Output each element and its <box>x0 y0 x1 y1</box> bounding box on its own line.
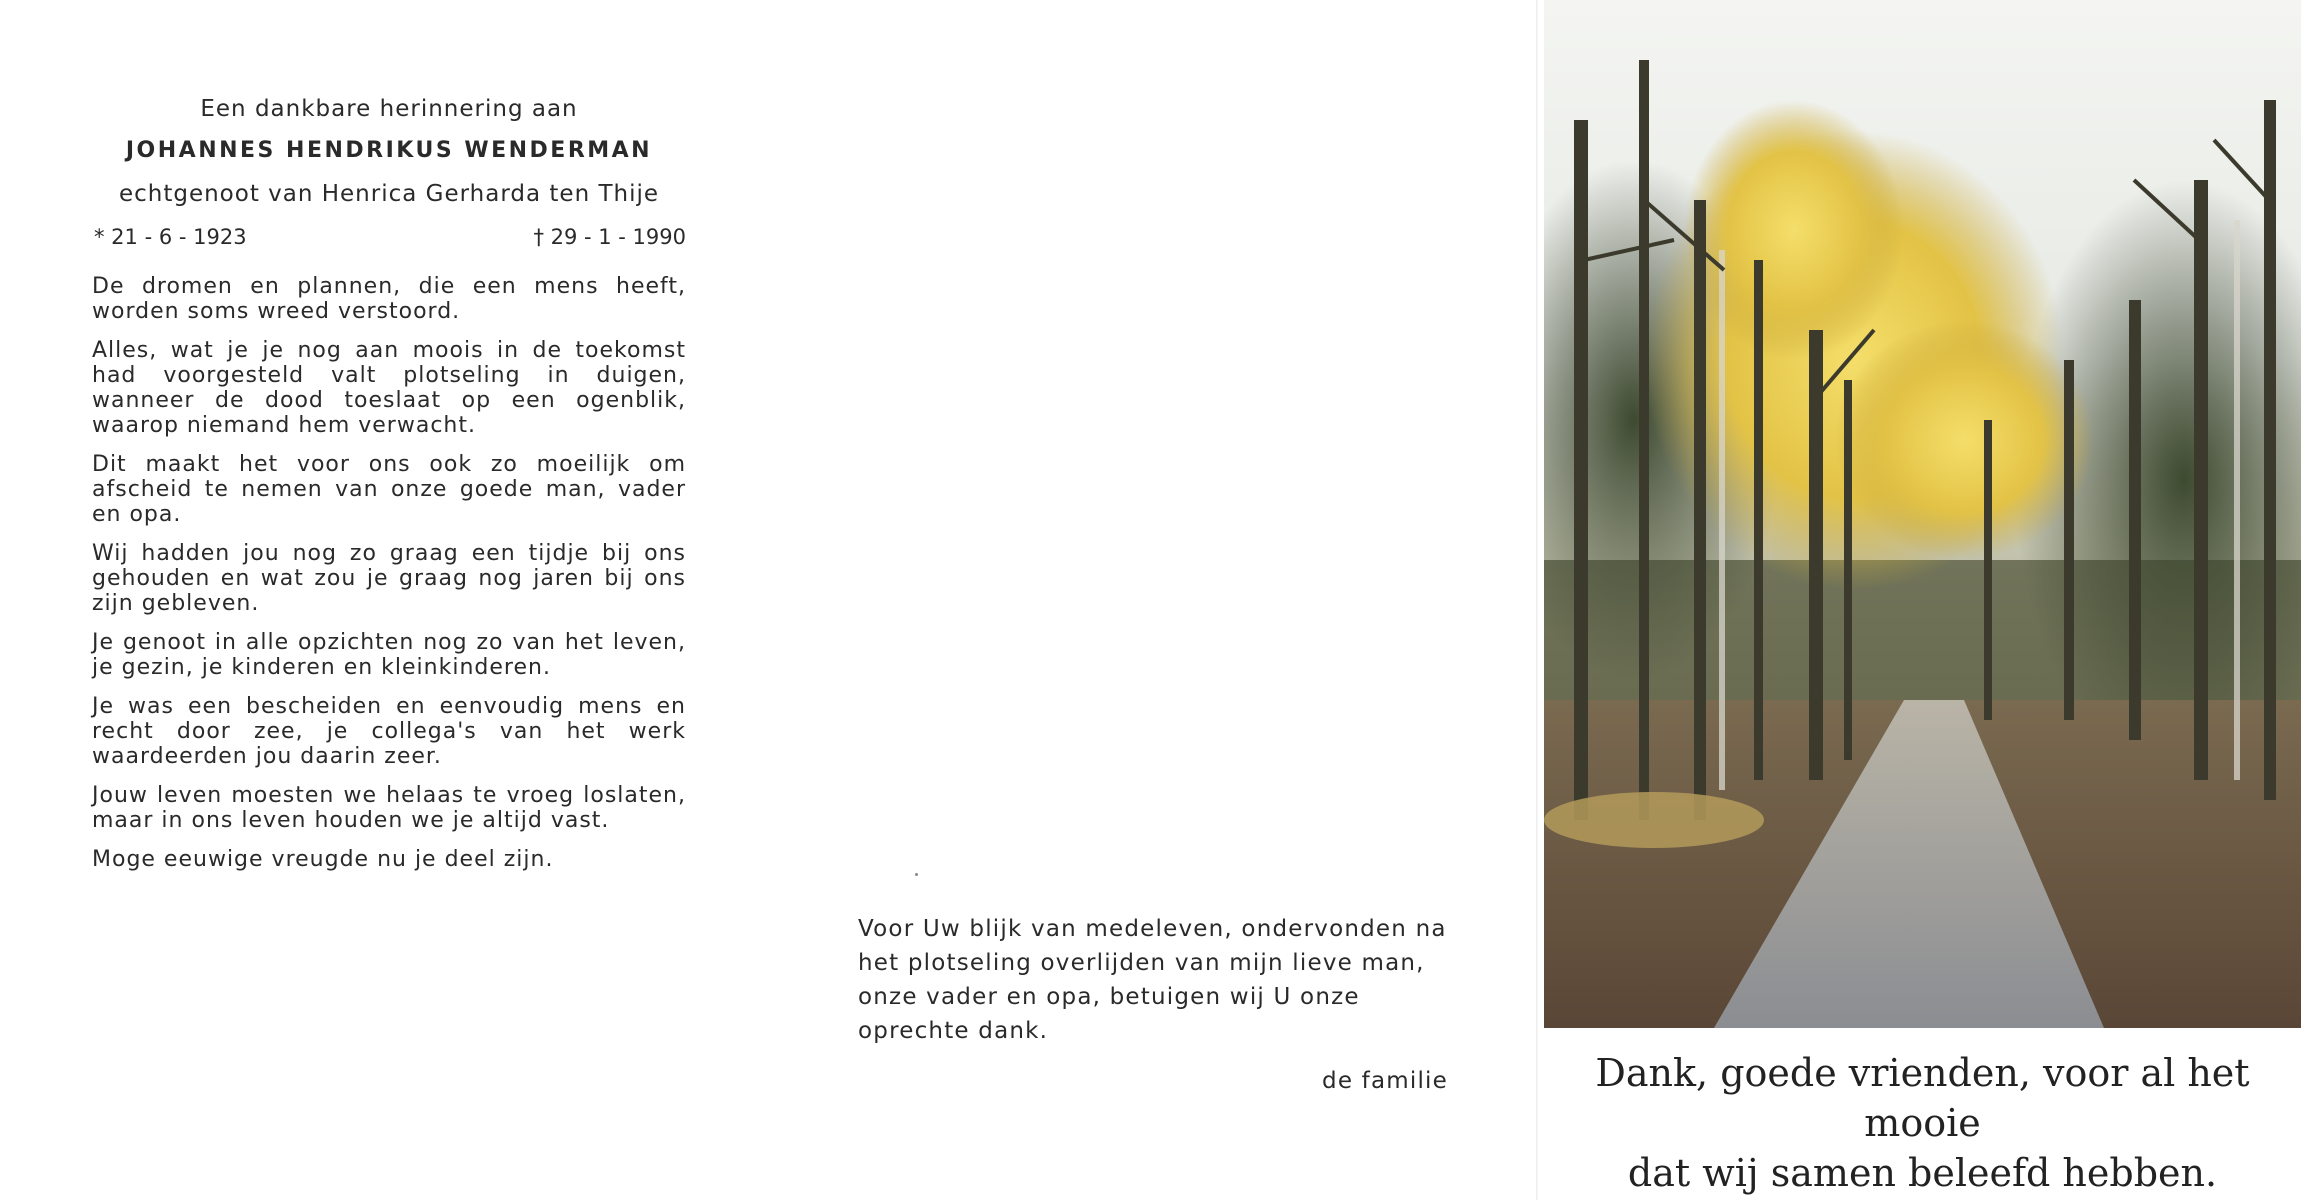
poem-paragraph: Dit maakt het voor ons ook zo moeilijk om afscheid te nemen van onze goede man, vader en opa. <box>92 452 686 527</box>
photo-caption <box>1544 1048 2301 1198</box>
poem-paragraph: Alles, wat je je nog aan moois in de toekomst had voorgesteld valt plotseling in duigen, wanneer de dood toeslaat op een ogenblik, waarop niemand hem verwacht. <box>92 338 686 438</box>
poem-paragraph: Wij hadden jou nog zo graag een tijdje bij ons gehouden en wat zou je graag nog jaren bij ons zijn gebleven. <box>92 541 686 616</box>
poem-paragraph: De dromen en plannen, die een mens heeft, worden soms wreed verstoord. <box>92 274 686 324</box>
poem-paragraph: Je genoot in alle opzichten nog zo van het leven, je gezin, je kinderen en kleinkinderen. <box>92 630 686 680</box>
birth-date: * 21 - 6 - 1923 <box>94 225 247 249</box>
caption-line: Dank, goede vrienden, voor al het mooie <box>1595 1051 2250 1145</box>
poem-paragraph: Moge eeuwige vreugde nu je deel zijn. <box>92 847 554 872</box>
spouse-line: echtgenoot van Henrica Gerharda ten Thije <box>118 181 660 207</box>
thanks-text: Voor Uw blijk van medeleven, ondervonden na het plotseling overlijden van mijn lieve man, onze vader en opa, betuigen wij U onze oprechte dank. <box>858 916 1447 1044</box>
caption-line: dat wij samen beleefd hebben. <box>1627 1151 2218 1195</box>
poem-paragraph: Jouw leven moesten we helaas te vroeg loslaten, maar in ons leven houden we je altijd vast. <box>92 783 686 833</box>
forest-path-photo <box>1544 0 2301 1028</box>
intro-line: Een dankbare herinnering aan <box>200 96 578 122</box>
signature: de familie <box>1322 1068 1448 1094</box>
deceased-name: JOHANNES HENDRIKUS WENDERMAN <box>125 138 653 163</box>
poem-paragraph: Je was een bescheiden en eenvoudig mens en recht door zee, je collega's van het werk waardeerden jou daarin zeer. <box>92 694 686 769</box>
life-dates <box>92 222 686 252</box>
forest-path-illustration <box>1544 0 2301 1028</box>
paper-speck <box>915 873 918 876</box>
fold-line <box>1536 0 1538 1200</box>
thanks-panel <box>858 912 1450 1098</box>
memorial-text-panel <box>92 92 686 886</box>
memorial-poem <box>92 274 686 872</box>
death-date: † 29 - 1 - 1990 <box>533 225 686 249</box>
